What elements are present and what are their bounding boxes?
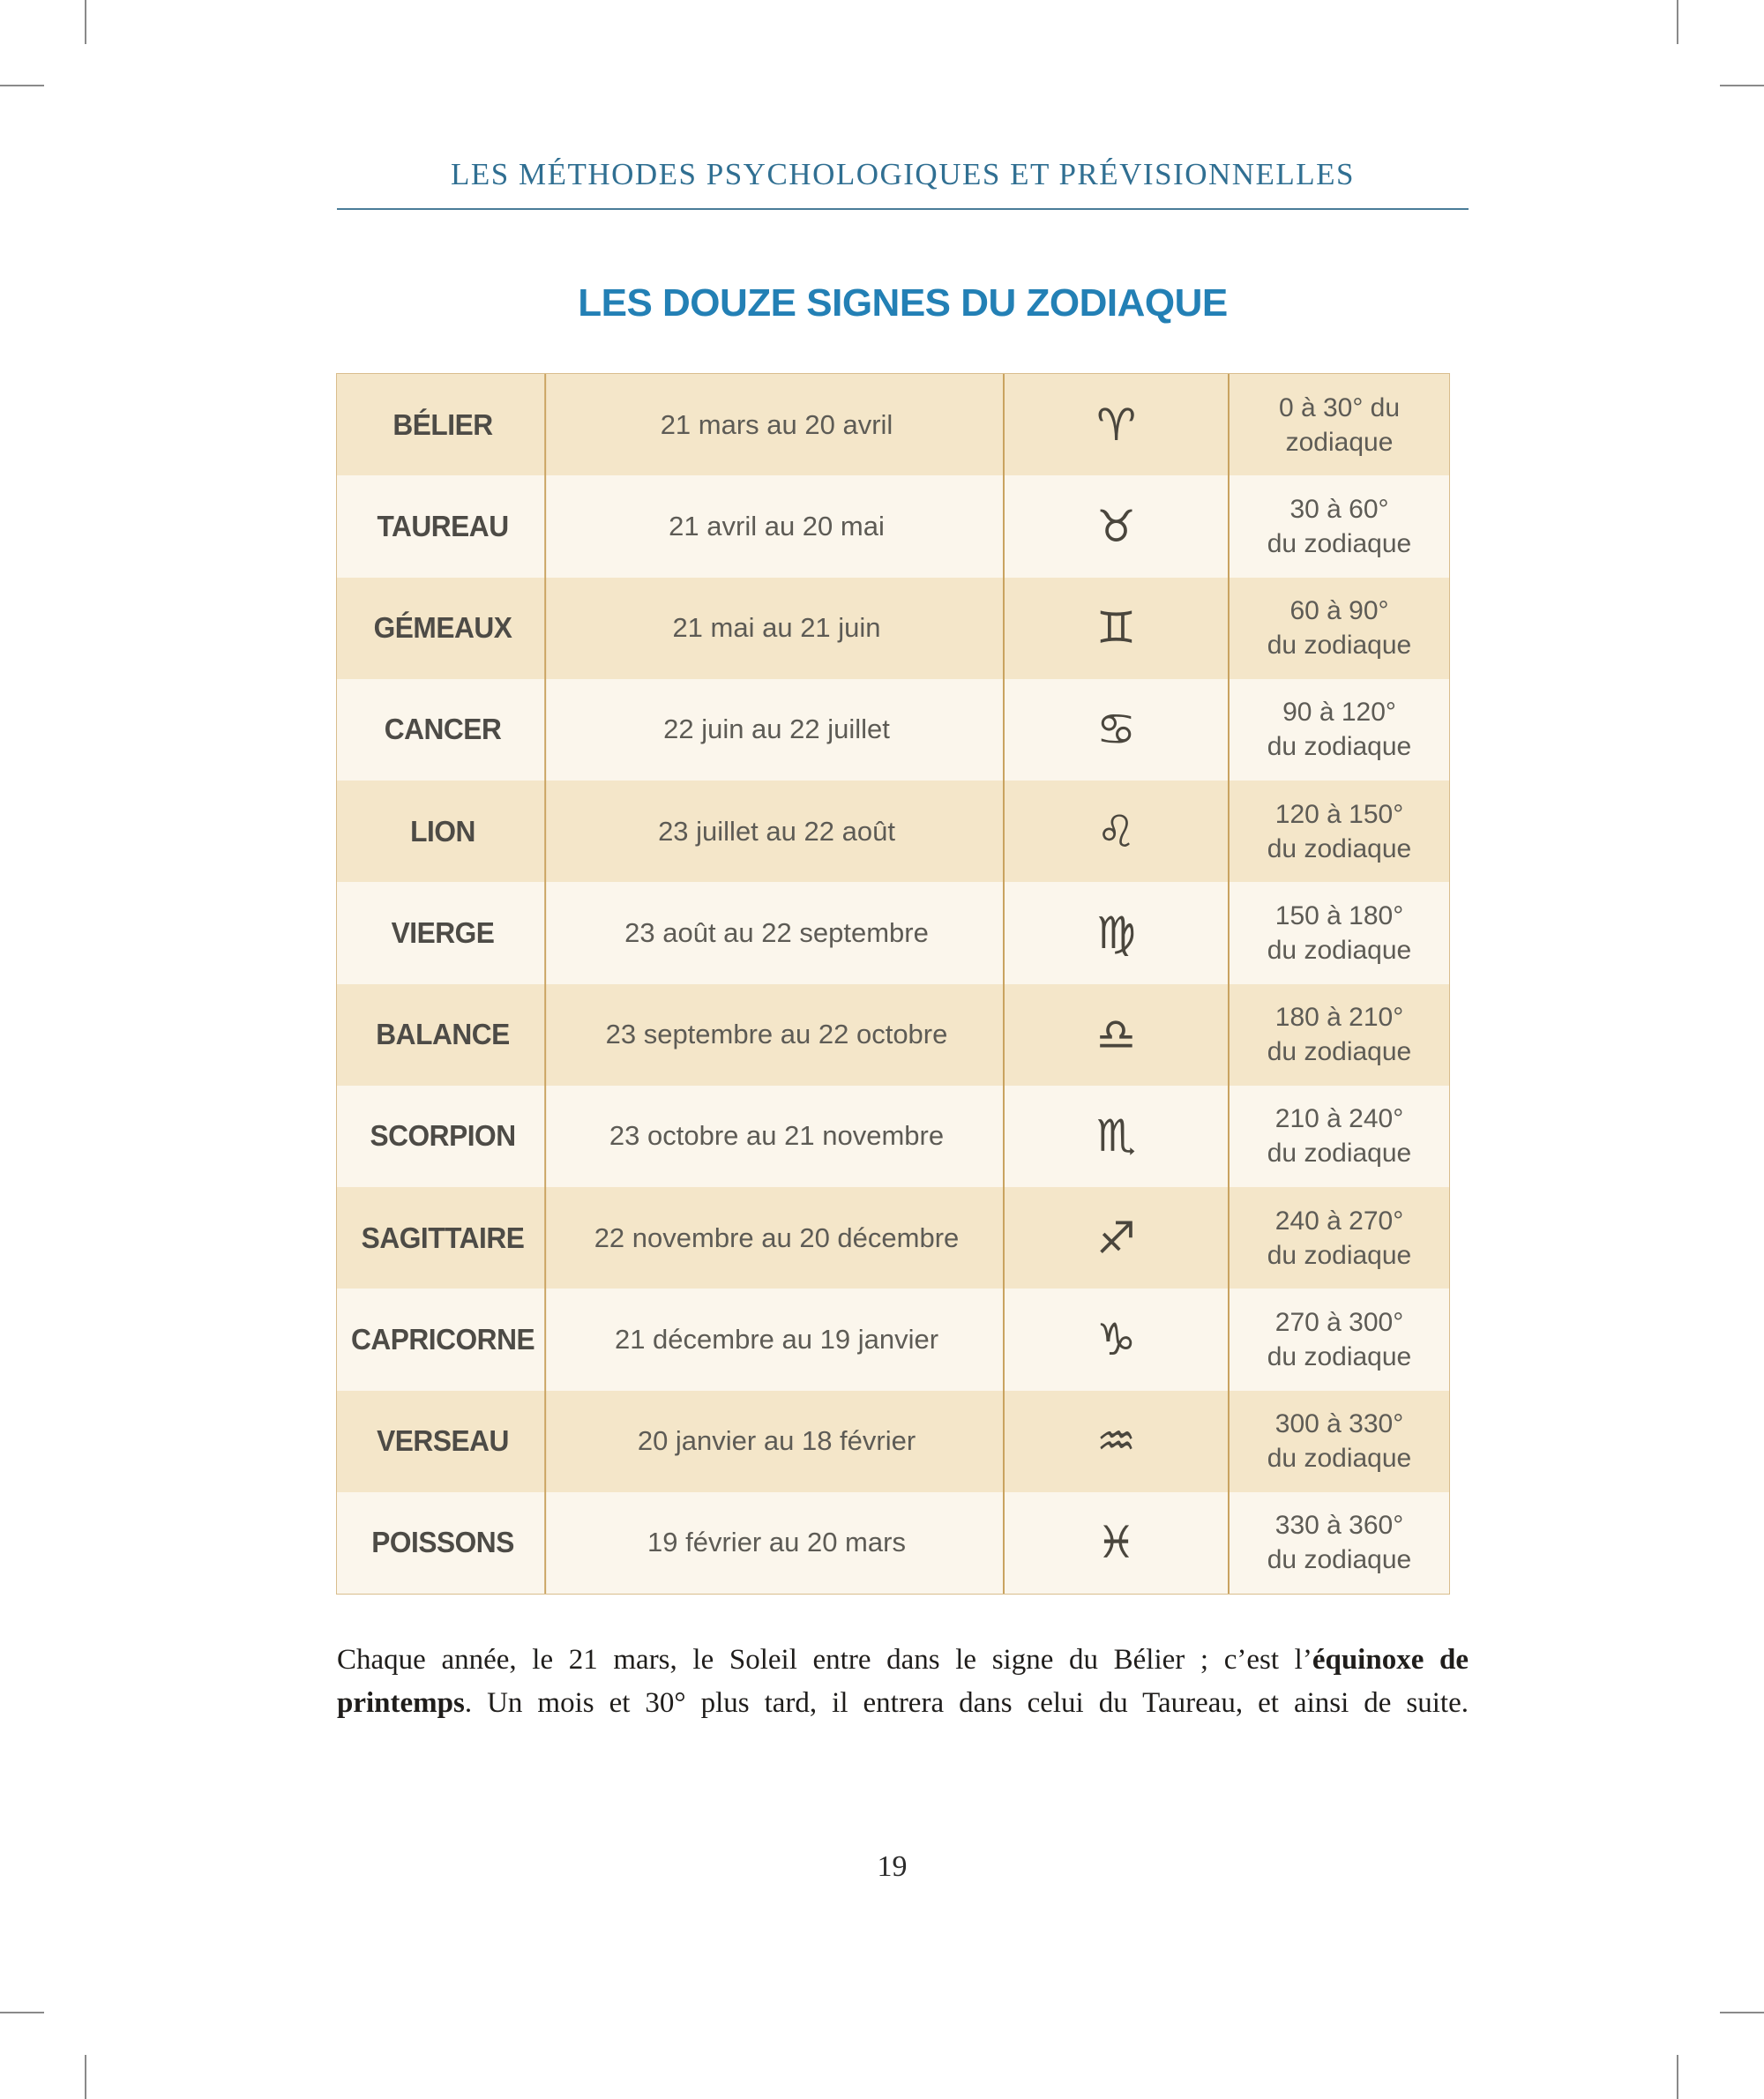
- aries-symbol: ♈: [1005, 374, 1230, 475]
- page-number: 19: [877, 1850, 908, 1883]
- zodiac-degrees: [1230, 475, 1449, 577]
- zodiac-name: VIERGE: [341, 882, 546, 983]
- zodiac-degrees: [1230, 882, 1449, 983]
- gemini-symbol: ♊: [1005, 578, 1230, 679]
- paragraph-bold-text: printemps: [337, 1687, 465, 1719]
- zodiac-name: GÉMEAUX: [341, 578, 546, 679]
- degrees-line1: 180 à 210°: [1274, 1003, 1404, 1033]
- degrees-line1: 120 à 150°: [1274, 799, 1404, 829]
- zodiac-name: CAPRICORNE: [341, 1289, 546, 1390]
- degrees-line2: du zodiaque: [1267, 528, 1412, 558]
- crop-mark-top-left-vertical: [85, 0, 86, 44]
- crop-mark-bottom-right-vertical: [1677, 2055, 1678, 2099]
- degrees-line2: du zodiaque: [1267, 1240, 1412, 1270]
- paragraph-text: Chaque année, le 21 mars, le Soleil entre dans le signe du Bélier ; c’est l’: [337, 1644, 1312, 1676]
- zodiac-table: [336, 373, 1450, 1595]
- zodiac-degrees: [1230, 781, 1449, 882]
- zodiac-dates: 21 avril au 20 mai: [550, 475, 1005, 577]
- degrees-line2: du zodiaque: [1267, 935, 1412, 965]
- header-rule: [337, 208, 1469, 210]
- scorpio-symbol: ♏: [1005, 1086, 1230, 1187]
- zodiac-degrees: [1230, 1187, 1449, 1289]
- paragraph-bold-text: équinoxe de: [1312, 1644, 1469, 1676]
- aquarius-symbol: ♒: [1005, 1391, 1230, 1492]
- paragraph-line-2: [337, 1682, 1469, 1725]
- zodiac-dates: 22 novembre au 20 décembre: [550, 1187, 1005, 1289]
- zodiac-degrees: [1230, 374, 1449, 475]
- degrees-line2: zodiaque: [1285, 427, 1394, 457]
- crop-mark-top-left-horizontal: [0, 85, 44, 86]
- paragraph-line-1: [337, 1639, 1469, 1682]
- crop-mark-bottom-left-horizontal: [0, 2012, 44, 2013]
- zodiac-degrees: [1230, 679, 1449, 781]
- body-paragraph: [337, 1639, 1469, 1725]
- crop-mark-bottom-right-horizontal: [1720, 2012, 1764, 2013]
- zodiac-degrees: [1230, 1492, 1449, 1594]
- crop-mark-top-right-vertical: [1677, 0, 1678, 44]
- degrees-line1: 300 à 330°: [1274, 1409, 1404, 1439]
- pisces-symbol: ♓: [1005, 1492, 1230, 1594]
- zodiac-dates: 23 septembre au 22 octobre: [550, 984, 1005, 1086]
- table-row: [337, 984, 1449, 1086]
- zodiac-name: LION: [341, 781, 546, 882]
- table-row: [337, 1086, 1449, 1187]
- degrees-line2: du zodiaque: [1267, 1545, 1412, 1575]
- crop-mark-bottom-left-vertical: [85, 2055, 86, 2099]
- zodiac-dates: 23 juillet au 22 août: [550, 781, 1005, 882]
- zodiac-dates: 21 mars au 20 avril: [550, 374, 1005, 475]
- degrees-line2: du zodiaque: [1267, 1037, 1412, 1067]
- degrees-line1: 210 à 240°: [1274, 1104, 1404, 1134]
- zodiac-degrees: [1230, 1289, 1449, 1390]
- paragraph-text: . Un mois et 30° plus tard, il entrera dans celui du Taureau, et ainsi de suite.: [464, 1687, 1469, 1719]
- zodiac-name: SCORPION: [341, 1086, 546, 1187]
- running-header: LES MÉTHODES PSYCHOLOGIQUES ET PRÉVISIONNELLES: [450, 157, 1356, 191]
- degrees-line2: du zodiaque: [1267, 833, 1412, 863]
- degrees-line1: 330 à 360°: [1274, 1511, 1404, 1541]
- zodiac-degrees: [1230, 1086, 1449, 1187]
- degrees-line2: du zodiaque: [1267, 1341, 1412, 1371]
- degrees-line2: du zodiaque: [1267, 1444, 1412, 1474]
- zodiac-name: SAGITTAIRE: [341, 1187, 546, 1289]
- table-row: [337, 1391, 1449, 1492]
- virgo-symbol: ♍: [1005, 882, 1230, 983]
- degrees-line1: 90 à 120°: [1282, 698, 1396, 728]
- zodiac-degrees: [1230, 1391, 1449, 1492]
- degrees-line2: du zodiaque: [1267, 1139, 1412, 1169]
- degrees-line1: 270 à 300°: [1274, 1307, 1404, 1337]
- zodiac-name: CANCER: [341, 679, 546, 781]
- libra-symbol: ♎: [1005, 984, 1230, 1086]
- table-row: [337, 679, 1449, 781]
- zodiac-degrees: [1230, 578, 1449, 679]
- table-row: [337, 1289, 1449, 1390]
- cancer-symbol: ♋: [1005, 679, 1230, 781]
- degrees-line1: 0 à 30° du: [1278, 392, 1401, 422]
- sagittarius-symbol: ♐: [1005, 1187, 1230, 1289]
- zodiac-dates: 22 juin au 22 juillet: [550, 679, 1005, 781]
- degrees-line2: du zodiaque: [1267, 732, 1412, 762]
- degrees-line1: 150 à 180°: [1274, 900, 1404, 930]
- zodiac-name: BALANCE: [341, 984, 546, 1086]
- degrees-line1: 30 à 60°: [1289, 494, 1389, 524]
- zodiac-dates: 19 février au 20 mars: [550, 1492, 1005, 1594]
- zodiac-dates: 21 décembre au 19 janvier: [550, 1289, 1005, 1390]
- leo-symbol: ♌: [1005, 781, 1230, 882]
- table-row: [337, 578, 1449, 679]
- table-row: [337, 882, 1449, 983]
- crop-mark-top-right-horizontal: [1720, 85, 1764, 86]
- zodiac-name: POISSONS: [341, 1492, 546, 1594]
- zodiac-name: BÉLIER: [341, 374, 546, 475]
- capricorn-symbol: ♑: [1005, 1289, 1230, 1390]
- zodiac-dates: 20 janvier au 18 février: [550, 1391, 1005, 1492]
- table-row: [337, 781, 1449, 882]
- zodiac-name: VERSEAU: [341, 1391, 546, 1492]
- zodiac-name: TAUREAU: [341, 475, 546, 577]
- degrees-line2: du zodiaque: [1267, 631, 1412, 661]
- degrees-line1: 240 à 270°: [1274, 1206, 1404, 1236]
- table-row: [337, 1187, 1449, 1289]
- zodiac-dates: 21 mai au 21 juin: [550, 578, 1005, 679]
- page-title: LES DOUZE SIGNES DU ZODIAQUE: [578, 281, 1228, 325]
- table-row: [337, 1492, 1449, 1594]
- zodiac-dates: 23 octobre au 21 novembre: [550, 1086, 1005, 1187]
- taurus-symbol: ♉: [1005, 475, 1230, 577]
- degrees-line1: 60 à 90°: [1289, 596, 1389, 626]
- table-row: [337, 374, 1449, 475]
- table-row: [337, 475, 1449, 577]
- zodiac-dates: 23 août au 22 septembre: [550, 882, 1005, 983]
- zodiac-degrees: [1230, 984, 1449, 1086]
